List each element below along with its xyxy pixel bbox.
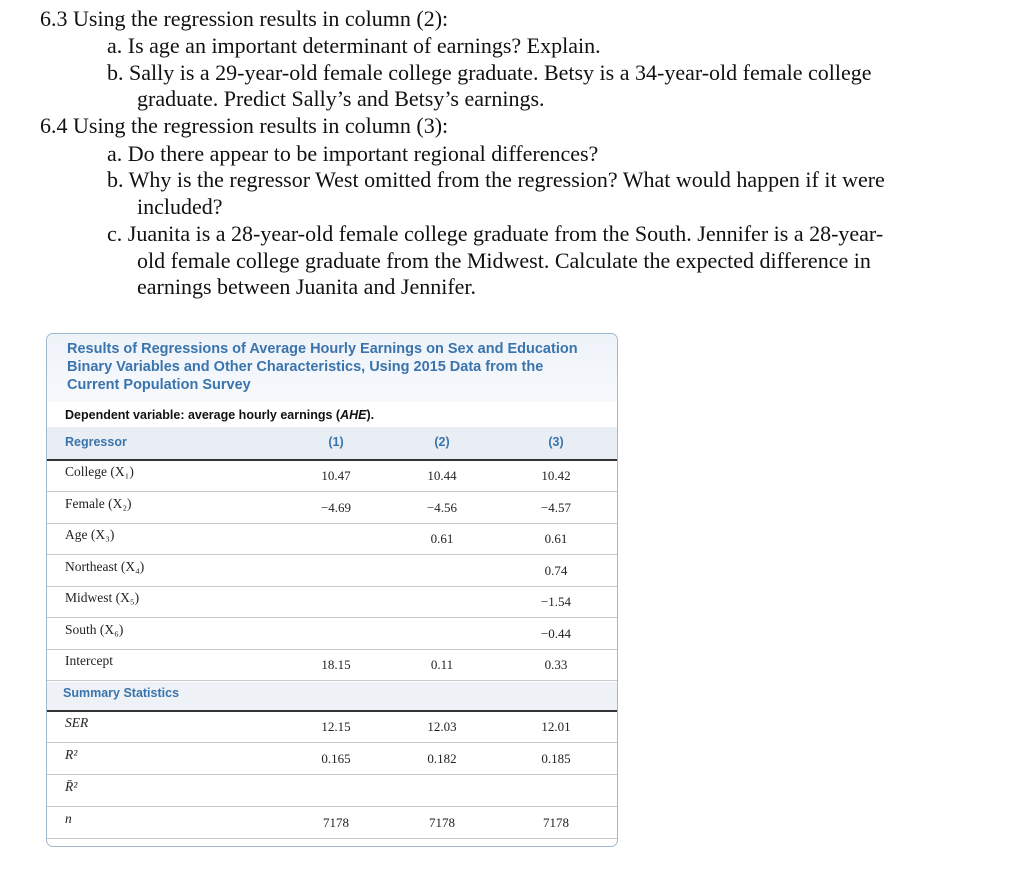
header-col1: (1) [328, 435, 344, 449]
q64-a: a. Do there appear to be important regional differences? [107, 141, 599, 166]
cell-c1: 10.47 [321, 468, 351, 483]
cell-c2: 0.11 [430, 657, 454, 672]
row-label: R² [65, 747, 78, 762]
q64-c-line2: old female college graduate from the Midwest. Calculate the expected difference in [137, 248, 871, 273]
header-rule [47, 459, 617, 461]
row-divider [47, 586, 617, 587]
q64-b-line1: b. Why is the regressor West omitted from the regression? What would happen if it were [107, 167, 885, 192]
q63-b-line1: b. Sally is a 29-year-old female college graduate. Betsy is a 34-year-old female college [107, 60, 872, 85]
cell-c2: 7178 [429, 815, 455, 830]
table-title: Results of Regressions of Average Hourly Earnings on Sex and Education Binary Variables and Other Characteristics, Using 2015 Data from the Current Population Survey [67, 341, 578, 393]
cell-c1: 0.165 [321, 751, 351, 766]
q64-title: 6.4 Using the regression results in column (3): [40, 113, 449, 138]
row-label: Female (X₂) [65, 496, 132, 511]
cell-c3: 0.74 [544, 563, 568, 578]
row-label: South (X₆) [65, 622, 124, 637]
row-label: College (X₁) [65, 464, 134, 479]
cell-c1: −4.69 [320, 500, 352, 515]
row-divider [47, 742, 617, 743]
cell-c3: 0.33 [544, 657, 568, 672]
row-divider [47, 491, 617, 492]
q64-c-line1: c. Juanita is a 28-year-old female college graduate from the South. Jennifer is a 28-year- [107, 221, 884, 246]
cell-c3: 12.01 [541, 719, 571, 734]
row-divider [47, 523, 617, 524]
cell-c1: 7178 [323, 815, 349, 830]
row-divider [47, 649, 617, 650]
cell-c3: 10.42 [541, 468, 571, 483]
header-col2: (2) [434, 435, 450, 449]
cell-c2: 0.61 [430, 531, 454, 546]
row-divider [47, 617, 617, 618]
q63-b-line2: graduate. Predict Sally’s and Betsy’s earnings. [137, 86, 545, 111]
row-label: SER [65, 715, 89, 730]
row-label: R̄² [65, 779, 78, 794]
cell-c2: −4.56 [426, 500, 458, 515]
cell-c2: 0.182 [427, 751, 457, 766]
row-divider [47, 838, 617, 839]
dependent-var: AHE [340, 408, 367, 422]
row-label: Northeast (X₄) [65, 559, 145, 574]
row-divider [47, 680, 617, 681]
row-divider [47, 774, 617, 775]
cell-c3: −4.57 [540, 500, 572, 515]
cell-c3: 7178 [543, 815, 569, 830]
row-label: Intercept [65, 653, 113, 668]
cell-c1: 18.15 [321, 657, 351, 672]
row-label: n [65, 811, 72, 826]
header-regressor: Regressor [65, 435, 127, 449]
regression-table [46, 333, 618, 847]
row-divider [47, 806, 617, 807]
q64-c-line3: earnings between Juanita and Jennifer. [137, 274, 477, 299]
cell-c3: 0.185 [541, 751, 571, 766]
dependent-variable [65, 408, 374, 422]
summary-label: Summary Statistics [63, 686, 180, 700]
cell-c3: 0.61 [544, 531, 568, 546]
cell-c2: 10.44 [427, 468, 457, 483]
dependent-suffix: ). [366, 408, 375, 422]
cell-c3: −1.54 [540, 594, 572, 609]
q63-title: 6.3 Using the regression results in column (2): [40, 6, 449, 31]
row-label: Age (X₃) [65, 527, 115, 542]
q63-a: a. Is age an important determinant of earnings? Explain. [107, 33, 601, 58]
row-divider [47, 554, 617, 555]
cell-c2: 12.03 [427, 719, 457, 734]
dependent-prefix: Dependent variable: average hourly earnings ( [65, 408, 341, 422]
cell-c1: 12.15 [321, 719, 351, 734]
summary-rule [47, 710, 617, 712]
header-col3: (3) [548, 435, 564, 449]
q64-b-line2: included? [137, 194, 223, 219]
cell-c3: −0.44 [540, 626, 572, 641]
row-label: Midwest (X₅) [65, 590, 140, 605]
